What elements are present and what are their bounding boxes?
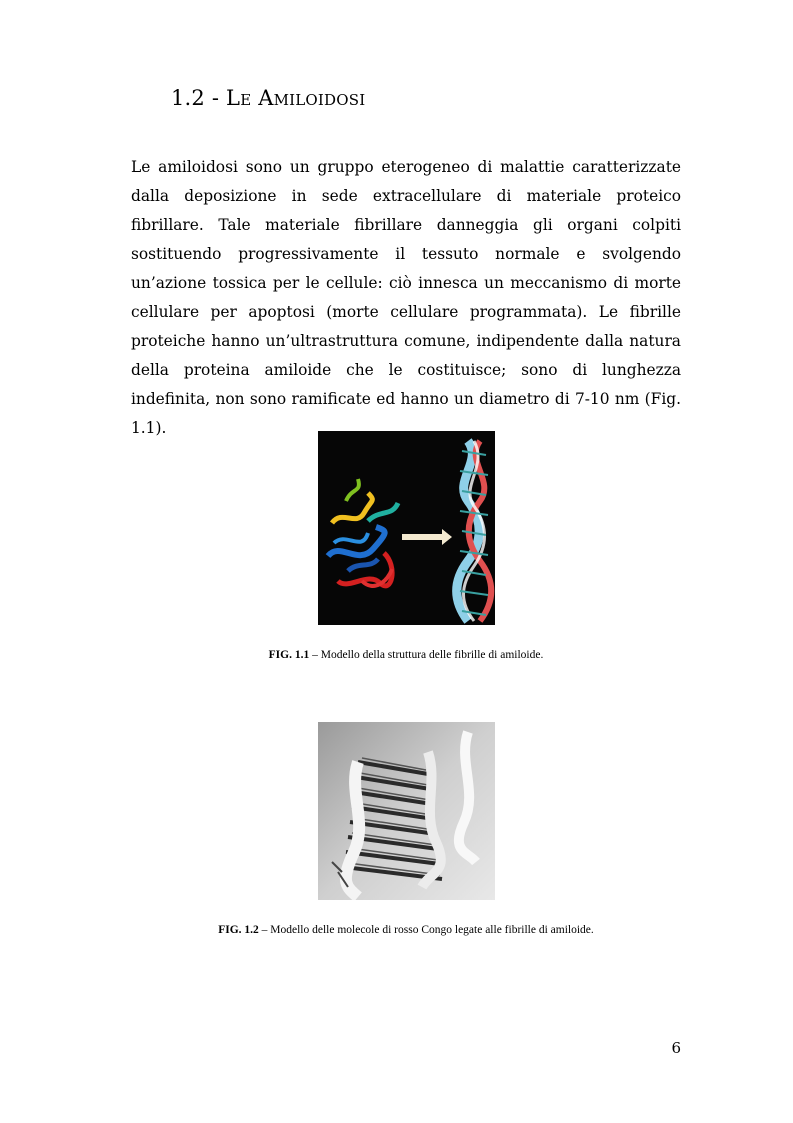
figure-1-2-caption-text: – Modello delle molecole di rosso Congo legate alle fibrille di amiloide. xyxy=(258,924,594,936)
figure-1-1-caption xyxy=(131,649,681,661)
section-heading: 1.2 - Le Amiloidosi xyxy=(171,86,366,110)
congo-red-binding-illustration xyxy=(318,722,495,900)
figure-1-2-label: FIG. 1.2 xyxy=(218,924,259,936)
figure-1-2-image xyxy=(318,722,495,900)
page-number: 6 xyxy=(671,1039,681,1057)
figure-1-1-caption-text: – Modello della struttura delle fibrille di amiloide. xyxy=(309,649,544,661)
amyloid-fibril-model-illustration xyxy=(318,431,495,625)
figure-1-1-label: FIG. 1.1 xyxy=(268,649,310,661)
figure-1-1-image xyxy=(318,431,495,625)
figure-1-2-caption xyxy=(131,924,681,936)
body-paragraph: Le amiloidosi sono un gruppo eterogeneo di malattie caratterizzate dalla deposizione in sede extracellulare di materiale proteico fibrillare. Tale materiale fibrillare danneggia gli organi colpiti sostituendo progressivamente il tessuto normale e svolgendo un’azione tossica per le cellule: ciò innesca un meccanismo di morte cellulare per apoptosi (morte cellulare programmata). Le fibrille proteiche hanno un’ultrastruttura comune, indipendente dalla natura della proteina amiloide che le costituisce; sono di lunghezza indefinita, non sono ramificate ed hanno un diametro di 7-10 nm (Fig. 1.1). xyxy=(131,158,681,437)
